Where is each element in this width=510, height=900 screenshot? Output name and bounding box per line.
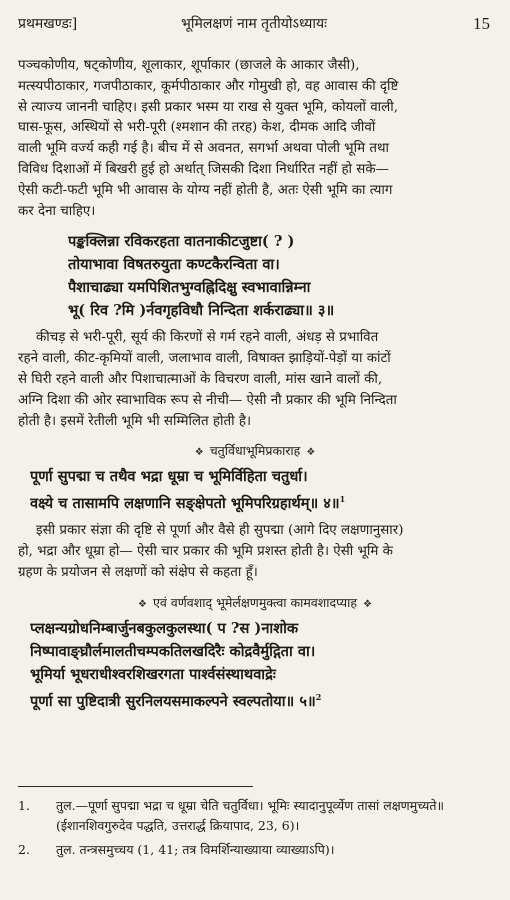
paragraph-1 <box>18 56 492 222</box>
paragraph-2 <box>18 328 492 432</box>
diamond-ornament-icon: ❖ <box>306 447 316 459</box>
text-line: ऐसी कटी-फटी भूमि भी आवास के योग्य नहीं होती है, अतः ऐसी भूमि का त्याग <box>18 182 393 198</box>
text-line: होती है। इसमें रेतीली भूमि भी सम्मिलित होती है। <box>18 413 252 429</box>
footnotes <box>18 796 492 864</box>
footnote-1 <box>18 796 492 836</box>
text-line: वाली भूमि वर्ज्य कही गई है। बीच में से अवनत, सगर्भा अथवा पोली भूमि तथा <box>18 141 389 157</box>
heading-text: चतुर्विधाभूमिप्रकाराह <box>209 443 301 459</box>
verse-line: पङ्कक्लिन्ना रविकरहता वातनाकीटजुष्टा( ? ) <box>68 233 295 251</box>
footnote-number: 2. <box>18 842 30 857</box>
text-line: कर देना चाहिए। <box>18 203 96 219</box>
paragraph-3 <box>18 521 492 583</box>
footnote-ref: 2 <box>315 691 322 702</box>
verse-4 <box>18 465 492 515</box>
text-line: मत्स्यपीठाकार, गजपीठाकार, कूर्मपीठाकार और गोमुखी हो, वह आवास की दृष्टि <box>18 78 399 94</box>
text-line: अग्नि दिशा की ओर स्वाभाविक रूप से नीची— ऐसी नौ प्रकार की भूमि निन्दिता <box>18 392 397 408</box>
verse-line: भू( रिव ?मि )र्नवगृहविधौ निन्दिता शर्कराढ्या॥ ३॥ <box>68 302 335 320</box>
verse-line <box>30 686 492 713</box>
verse-line: निष्पावाङ्घ्रौर्लमालतीचम्पकतिलखदिरैः कोद्रवैर्मुद्गिता वा। <box>30 642 316 660</box>
section-label: प्रथमखण्डः] <box>18 16 78 32</box>
running-header <box>18 14 490 36</box>
text-line: हो, भद्रा और धूम्रा हो— ऐसी चार प्रकार की भूमि प्रशस्त होती है। ऐसी भूमि के <box>18 544 393 560</box>
footnote-2 <box>18 840 492 860</box>
verse-line <box>30 488 492 515</box>
text-line: ग्रहण के प्रयोजन से लक्षणों को संक्षेप से कहता हूँ। <box>18 564 258 580</box>
page-number: 15 <box>473 14 490 33</box>
chapter-title: भूमिलक्षणं नाम तृतीयोऽध्यायः <box>181 16 327 32</box>
verse-3 <box>18 230 492 322</box>
section-heading-2 <box>18 594 492 611</box>
text-line: विविध दिशाओं में बिखरी हुई हो अर्थात् जिसकी दिशा निर्धारित नहीं हो सके— <box>18 161 390 177</box>
verse-line: तोयाभावा विषतरुयुता कण्टकैरन्विता वा। <box>68 256 280 274</box>
footnote-line: तुल. तन्त्रसमुच्चय (1, 41; तत्र विमर्शिन्याख्याया व्याख्याऽपि)। <box>56 842 335 857</box>
text-line: से त्याज्य जाननी चाहिए। इसी प्रकार भस्म या राख से युक्त भूमि, कोयलों वाली, <box>18 99 398 115</box>
verse-line-text: वक्ष्ये च तासामपि लक्षणानि सङ्क्षेपतो भूमिपरिग्रहार्थम्॥ ४॥ <box>30 495 340 513</box>
text-line: पञ्चकोणीय, षट्कोणीय, शूलाकार, शूर्पाकार (छाजले के आकार जैसी), <box>18 58 360 73</box>
verse-line: पूर्णा सुपद्मा च तथैव भद्रा धूम्रा च भूमिर्विहिता चतुर्धा। <box>30 468 308 486</box>
verse-line: भूमिर्या भूधराधीश्वरशिखरगता पार्श्वसंस्थाथवाद्रेः <box>30 665 276 683</box>
diamond-ornament-icon: ❖ <box>194 447 204 459</box>
section-heading-1 <box>18 442 492 459</box>
footnote-line: (ईशानशिवगुरुदेव पद्धति, उत्तरार्द्ध क्रियापाद, 23, 6)। <box>56 818 300 833</box>
text-line: इसी प्रकार संज्ञा की दृष्टि से पूर्णा और वैसे ही सुपद्मा (आगे दिए लक्षणानुसार) <box>36 523 404 539</box>
verse-line: पैशाचाढ्या यमपिशितभुग्वह्निदिक्षु स्वभावान्निम्ना <box>68 279 311 297</box>
text-line: से घिरी रहने वाली और पिशाचात्माओं के विचरण वाली, मांस खाने वालों की, <box>18 371 383 387</box>
text-line: रहने वाली, कीट-कृमियों वाली, जलाभाव वाली, विषाक्त झाड़ियों-पेड़ों या कांटों <box>18 351 391 367</box>
footnote-number: 1. <box>18 798 30 813</box>
diamond-ornament-icon: ❖ <box>138 598 147 610</box>
footnote-line: तुल.—पूर्णा सुपद्मा भद्रा च धूम्रा चेति चतुर्विधा। भूमिः स्यादानुपूर्व्येण तासां लक्षणमुच्यते॥ <box>56 798 445 813</box>
verse-line-text: पूर्णा सा पुष्टिदात्री सुरनिलयसमाकल्पने स्वल्पतोया॥ ५॥ <box>30 692 316 710</box>
text-line: घास-फूस, अस्थियों से भरी-पूरी (श्मशान की तरह) केश, दीमक आदि जीवों <box>18 120 376 136</box>
text-line: कीचड़ से भरी-पूरी, सूर्य की किरणों से गर्म रहने वाली, अंधड़ से प्रभावित <box>36 330 379 346</box>
page-body <box>18 56 492 718</box>
footnote-ref: 1 <box>339 494 346 505</box>
verse-line: प्लक्षन्यग्रोधनिम्बार्जुनबकुलकुलस्था( प ?स )नाशोक <box>30 619 299 637</box>
footnote-divider <box>18 786 253 787</box>
verse-5 <box>18 617 492 713</box>
diamond-ornament-icon: ❖ <box>363 598 372 610</box>
heading-text: एवं वर्णवशाद् भूमेर्लक्षणमुक्त्वा कामवशादप्याह <box>152 594 358 610</box>
